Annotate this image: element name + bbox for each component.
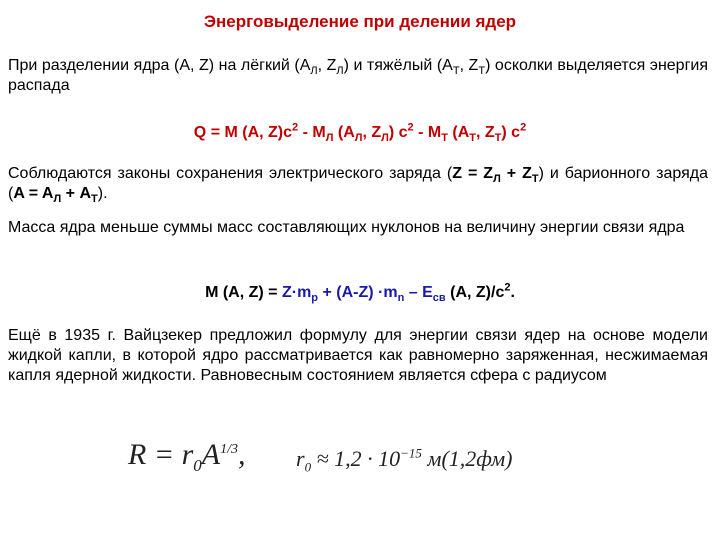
page-title: Энерговыделение при делении ядер bbox=[203, 12, 517, 31]
formula-radius: $R = r_0A^{1/3}$, bbox=[128, 438, 246, 475]
paragraph-weizsacker: Ещё в 1935 г. Вайцзекер предложил формулу для энергии связи ядер на основе модели жидкой капли, в которой ядро рассматривается как равномерно заряженная, несжимаемая капля ядерной жидкости. Равновесным состоянием является сфера с радиусом bbox=[8, 327, 708, 384]
formula-decay-energy: Q = M (A, $Z)c^2 - M_Л$ ($A_Л$, $Z_Л$) $c^2 - M_Т$ ($A_Т$, $Z_Т$) $c^2$ bbox=[193, 121, 527, 145]
paragraph-binding-energy: Масса ядра меньше суммы масс составляющих нуклонов на величину энергии связи ядра bbox=[8, 219, 685, 236]
paragraph-conservation-laws: Соблюдаются законы сохранения электрического заряда $(Z = Z_Л + Z_Т)$ и барионного заряда $(A = A_Л + A_Т)$. bbox=[8, 165, 708, 206]
paragraph-fission-intro: При разделении ядра (A, Z) на лёгкий ($A_Л$, $Z_Л$) и тяжёлый ($A_Т$, $Z_Т$) осколки выделяется энергия распада bbox=[8, 57, 709, 94]
formula-nuclear-mass: M (A, $Z) = Z\cdot m_p + (A-Z) \cdot m_n - E_{св}$ (A, $Z)/c^2$. bbox=[205, 281, 515, 305]
formula-r0-value: $r_0 \approx 1,2 \cdot 10^{-15}$ м(1,2фм) bbox=[296, 445, 513, 475]
